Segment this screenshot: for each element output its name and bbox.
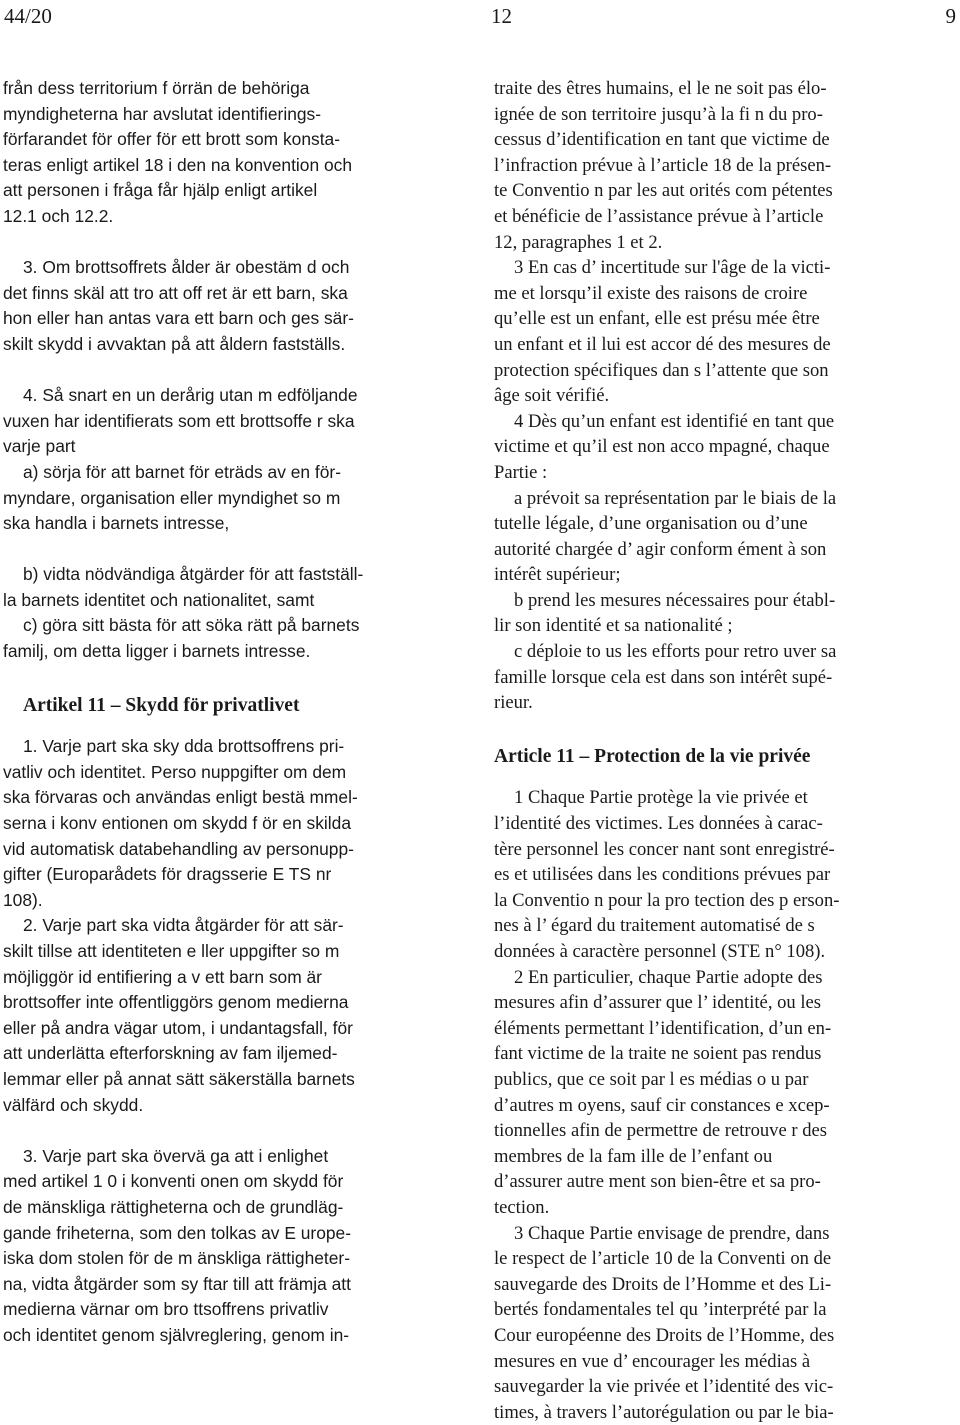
text-line: mesures en vue d’ encourager les médias à (494, 1350, 811, 1372)
text-line: 108). (3, 889, 43, 910)
swedish-paragraph-4-bc (3, 562, 465, 664)
page-number-right: 9 (945, 4, 956, 28)
text-line: från dess territorium f örrän de behöriga (3, 78, 310, 98)
text-line: c déploie to us les efforts pour retro uver sa (514, 641, 837, 663)
text-line: skilt skydd i avvaktan på att åldern fastställs. (3, 333, 346, 354)
text-line: autorité chargée d’ agir conform ément à son (494, 538, 827, 560)
text-line: myndare, organisation eller myndighet so m (3, 487, 341, 508)
text-line: na, vidta åtgärder som sy ftar till att främja att (3, 1273, 351, 1294)
text-line: l’infraction prévue à l’article 18 de la présen- (494, 154, 832, 176)
text-line: iska dom stolen för de m änskliga rättigheter- (3, 1248, 351, 1269)
text-line: tutelle légale, d’une organisation ou d’une (494, 513, 808, 535)
swedish-paragraph-3 (3, 255, 465, 357)
text-line: te Conventio n par les aut orités com pétentes (494, 180, 833, 202)
text-line: serna i konv entionen om skydd f ör en skilda (3, 813, 351, 834)
text-line: intérêt supérieur; (494, 564, 621, 586)
text-line: 2. Varje part ska vidta åtgärder för att sär- (23, 915, 344, 936)
text-line: gande friheterna, som den tolkas av E urope- (3, 1222, 352, 1243)
text-line: gifter (Europarådets för dragsserie E TS nr (3, 864, 332, 885)
text-line: éléments permettant l’identification, d’un en- (494, 1017, 832, 1039)
page-number-center: 12 (491, 4, 512, 28)
text-line: med artikel 1 0 i konventi onen om skydd för (3, 1171, 344, 1192)
text-line: 3. Om brottsoffrets ålder är obestäm d och (23, 257, 350, 278)
french-paragraph-intro (494, 76, 954, 716)
text-line: att underlätta efterforskning av fam iljemed- (3, 1043, 338, 1064)
text-line: möjliggör id entifiering a v ett barn som är (3, 966, 322, 987)
text-line: 1 Chaque Partie protège la vie privée et (514, 787, 808, 809)
text-line: ska handla i barnets intresse, (3, 513, 230, 534)
text-line: tection. (494, 1196, 550, 1218)
text-line: lemmar eller på annat sätt säkerställa barnets (3, 1068, 355, 1089)
text-line: membres de la fam ille de l’enfant ou (494, 1145, 773, 1167)
page-number-left: 44/20 (4, 4, 52, 28)
text-line: eller på andra vägar utom, i undantagsfall, för (3, 1017, 353, 1038)
text-line: cessus d’identification en tant que victime de (494, 129, 830, 151)
text-line: 12, paragraphes 1 et 2. (494, 231, 663, 253)
french-article-heading: Article 11 – Protection de la vie privée (494, 746, 811, 768)
text-line: 2 En particulier, chaque Partie adopte des (514, 966, 823, 988)
text-line: d’autres m oyens, sauf cir constances e xcep- (494, 1094, 830, 1116)
text-line: Cour européenne des Droits de l’Homme, des (494, 1324, 835, 1346)
swedish-article-heading: Artikel 11 – Skydd för privatlivet (23, 695, 300, 717)
text-line: och identitet genom självreglering, genom in- (3, 1324, 350, 1345)
text-line: c) göra sitt bästa för att söka rätt på barnets (23, 615, 360, 636)
french-article-11-paragraphs (494, 785, 954, 1425)
text-line: b) vidta nödvändiga åtgärder för att fastställ- (23, 564, 364, 585)
text-line: âge soit vérifié. (494, 385, 610, 407)
text-line: 1. Varje part ska sky dda brottsoffrens pri- (23, 736, 345, 757)
text-line: es et utilisées dans les conditions prévues par (494, 864, 831, 886)
text-line: le respect de l’article 10 de la Conventi on de (494, 1248, 832, 1270)
text-line: 3 Chaque Partie envisage de prendre, dans (514, 1222, 830, 1244)
text-line: bertés fondamentales tel qu ’interprété par la (494, 1299, 827, 1321)
text-line: medierna värnar om bro ttsoffrens privatliv (3, 1299, 329, 1320)
text-line: d’assurer autre ment son bien-être et sa pro- (494, 1171, 821, 1193)
text-line: publics, que ce soit par l es médias o u par (494, 1068, 809, 1090)
swedish-paragraph-intro (3, 76, 465, 230)
text-line: vatliv och identitet. Perso nuppgifter om dem (3, 761, 347, 782)
text-line: ignée de son territoire jusqu’à la fi n du pro- (494, 103, 823, 125)
text-line: traite des êtres humains, el le ne soit pas élo- (494, 78, 827, 99)
text-line: victime et qu’il est non acco mpagné, chaque (494, 436, 830, 458)
swedish-paragraph-4 (3, 383, 465, 537)
swedish-article-11-paragraph-3 (3, 1144, 465, 1349)
text-line: la Conventio n pour la pro tection des p erson- (494, 889, 840, 911)
text-line: protection spécifiques dan s l’attente que son (494, 359, 829, 381)
text-line: qu’elle est un enfant, elle est présu mée être (494, 308, 820, 330)
text-line: 4 Dès qu’un enfant est identifié en tant que (514, 410, 835, 432)
text-line: times, à travers l’autorégulation ou par le bia- (494, 1401, 834, 1423)
text-line: rieur. (494, 692, 533, 714)
text-line: sauvegarde des Droits de l’Homme et des Li- (494, 1273, 832, 1295)
text-line: skilt tillse att identiteten e ller uppgifter so m (3, 941, 340, 961)
text-line: förfarandet för offer för ett brott som konsta- (3, 129, 341, 150)
text-line: et bénéficie de l’assistance prévue à l’article (494, 205, 824, 227)
text-line: un enfant et il lui est accor dé des mesures de (494, 333, 831, 355)
text-line: tionnelles afin de permettre de retrouve r des (494, 1120, 827, 1142)
text-line: 3. Varje part ska övervä ga att i enlighet (23, 1145, 329, 1166)
text-line: sauvegarder la vie privée et l’identité des vic- (494, 1376, 834, 1398)
text-line: mesures afin d’assurer que l’ identité, ou les (494, 992, 822, 1014)
text-line: 12.1 och 12.2. (3, 205, 114, 226)
text-line: brottsoffer inte offentliggörs genom medierna (3, 992, 349, 1013)
text-line: att personen i fråga får hjälp enligt artikel (3, 180, 318, 201)
text-line: lir son identité et sa nationalité ; (494, 615, 733, 637)
text-line: välfärd och skydd. (3, 1094, 144, 1115)
text-line: familj, om detta ligger i barnets intresse. (3, 641, 311, 662)
text-line: 4. Så snart en un derårig utan m edföljande (23, 385, 358, 406)
text-line: données à caractère personnel (STE n° 108). (494, 941, 826, 962)
text-line: myndigheterna har avslutat identifierings- (3, 103, 322, 124)
text-line: vuxen har identifierats som ett brottsoffe r ska (3, 410, 355, 431)
text-line: b prend les mesures nécessaires pour établ- (514, 589, 836, 611)
text-line: hon eller han antas vara ett barn och ges sär- (3, 308, 354, 329)
text-line: tère personnel les concer nant sont enregistré- (494, 838, 835, 860)
text-line: a) sörja för att barnet för eträds av en för- (23, 461, 342, 482)
text-line: 3 En cas d’ incertitude sur l'âge de la victi- (514, 257, 831, 279)
text-line: nes à l’ égard du traitement automatisé de s (494, 915, 815, 937)
text-line: me et lorsqu’il existe des raisons de croire (494, 282, 808, 304)
text-line: l’identité des victimes. Les données à carac- (494, 813, 823, 835)
text-line: varje part (3, 436, 76, 457)
text-line: la barnets identitet och nationalitet, samt (3, 589, 315, 610)
text-line: ska förvaras och användas enligt bestä mmel- (3, 787, 358, 808)
text-line: det finns skäl att tro att off ret är ett barn, ska (3, 282, 348, 303)
french-column (494, 76, 954, 1425)
swedish-article-11-paragraphs (3, 734, 465, 1118)
text-line: de mänskliga rättigheterna och de grundläg- (3, 1196, 344, 1217)
text-line: famille lorsque cela est dans son intérêt supé- (494, 666, 833, 688)
text-line: a prévoit sa représentation par le biais de la (514, 487, 837, 509)
swedish-column (3, 76, 465, 1349)
text-line: vid automatisk databehandling av personupp- (3, 838, 354, 859)
text-line: Partie : (494, 461, 548, 483)
text-line: teras enligt artikel 18 i den na konvention och (3, 154, 353, 175)
text-line: fant victime de la traite ne soient pas rendus (494, 1043, 822, 1065)
